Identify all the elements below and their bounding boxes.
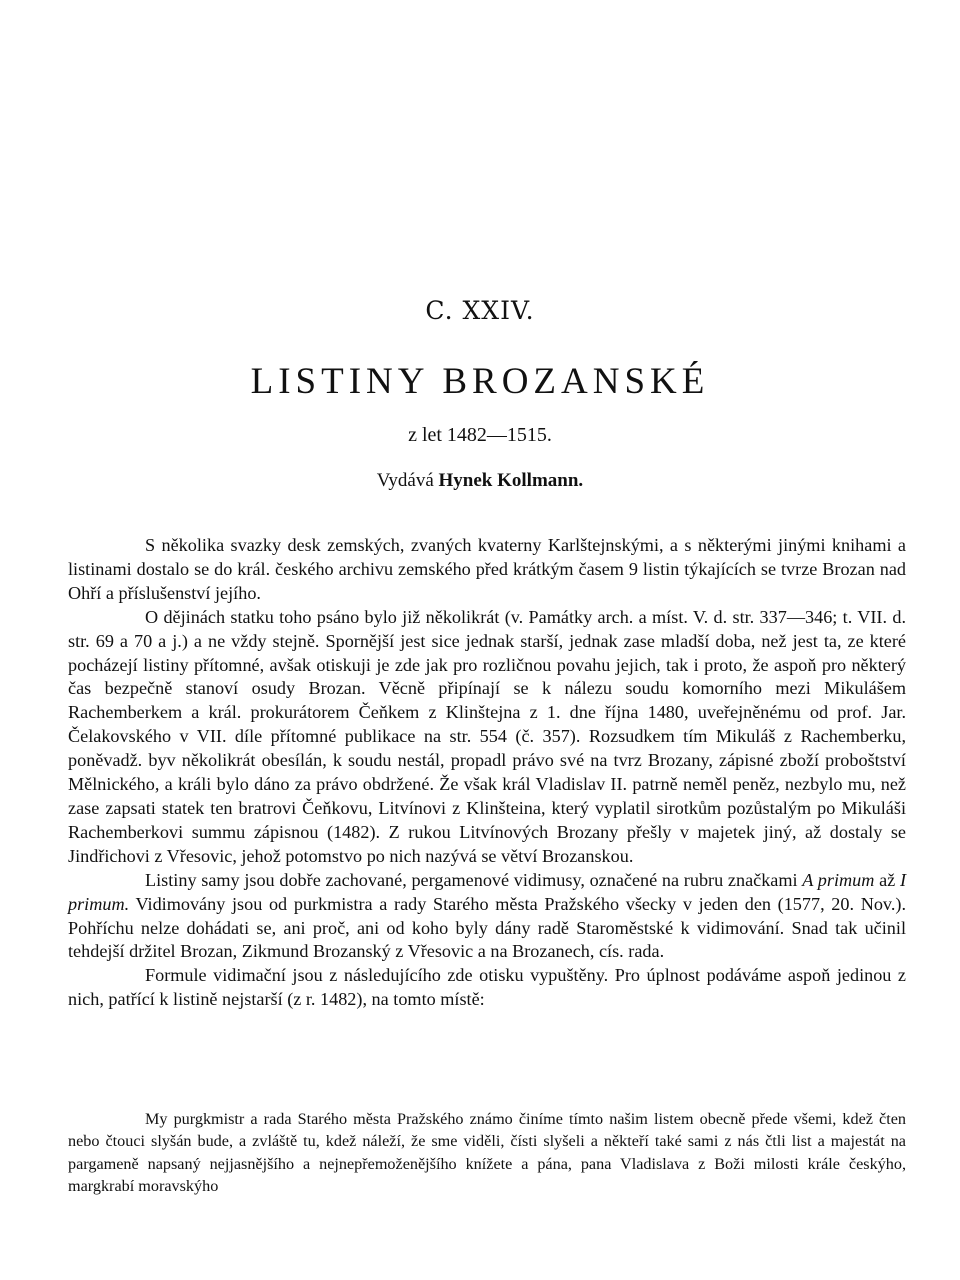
paragraph: S několika svazky desk zemských, zvaných kvaterny Karlštejnskými, a s některými jinými knihami a listinami dostalo se do král. českého archivu zemského před krátkým časem 9 listin týkajících se tvrze Brozan nad Ohří a příslušenství jejího.	[68, 535, 906, 603]
mark-a-primum: A primum	[802, 869, 875, 890]
introduction-text	[68, 534, 906, 1012]
document-title: LISTINY BROZANSKÉ	[250, 361, 710, 402]
paragraph-text: až	[874, 869, 900, 890]
quote-paragraph: My purgkmistr a rada Starého města Pražského známo činíme tímto našim listem obecně přede všemi, kdež čten nebo čtouci slyšán bude, a zvláště tu, kdež náleží, že sme viděli, čísti slyšeli a někteří také sami z nás čtli list a majestát na pargameně napsaný nejjasnějšího a nejnepřemoženějšího knížete a pána, pana Vladislava z Boži milosti krále českýho, margkrabí moravskýho	[68, 1110, 906, 1196]
paragraph	[68, 869, 906, 965]
paragraph-text: Vidimovány jsou od purkmistra a rady Starého města Pražského všecky v jeden den (1577, 20. Nov.). Pohříchu nelze dohádati se, ani proč, ani od koho byly dány radě Staroměstské k vidimování. Snad tak učinil tehdejší držitel Brozan, Zikmund Brozanský z Vřesovic a na Brozanech, cís. rada.	[68, 893, 906, 962]
paragraph: O dějinách statku toho psáno bylo již několikrát (v. Památky arch. a míst. V. d. str. 337—346; t. VII. d. str. 69 a 70 a j.) a ne vždy stejně. Spornější jest sice jednak starší, jednak zase mladší doba, než jest ta, ze které pocházejí listiny přítomné, avšak otiskuji je zde jak pro rozličnou povahu jejich, tak i proto, že aspoň pro některý čas bezpečně stanoví osudy Brozan. Věcně připínají se k nálezu soudu komorního mezi Mikulášem Rachemberkem a král. prokurátorem Čeňkem z Klinštejna z 1. dne října 1480, uveřejněnému od prof. Jar. Čelakovského v VII. díle přítomné publikace na str. 554 (č. 357). Rozsudkem tím Mikuláš z Rachemberku, poněvadž. byv několikrát obesílán, k soudu nestál, propadl právo své na tvrz Brozany, zápisné zboží proboštství Mělnického, a králi bylo dáno za právo obdržené. Že však král Vladislav II. patrně neměl peněz, nezbylo mu, než zase zapsati statek ten bratrovi Čeňkovu, Litvínovi z Klinšteina, který vyplatil sirotkům pozůstalým po Mikuláši Rachemberkovi summu zápisnou (1482). Z rukou Litvínových Brozany přešly v majetek jiný, až dostaly se Jindřichovi z Vřesovic, jehož potomstvo po nich nazývá se větví Brozanskou.	[68, 606, 906, 866]
date-range-subtitle: z let 1482—1515.	[408, 424, 552, 446]
section-number: C. XXIV.	[425, 296, 535, 325]
mark-i-primum: I primum.	[68, 869, 906, 914]
paragraph: Formule vidimační jsou z následujícího zde otisku vypuštěny. Pro úplnost podáváme aspoň jedinou z nich, patřící k listině nejstarší (z r. 1482), na tomto místě:	[68, 965, 906, 1010]
editor-prefix: Vydává	[376, 470, 434, 491]
editor-line	[0, 470, 960, 492]
editor-name: Hynek Kollmann.	[438, 470, 584, 491]
quoted-formula	[68, 1108, 906, 1198]
paragraph-text: Listiny samy jsou dobře zachované, pergamenové vidimusy, označené na rubru značkami	[145, 869, 803, 890]
